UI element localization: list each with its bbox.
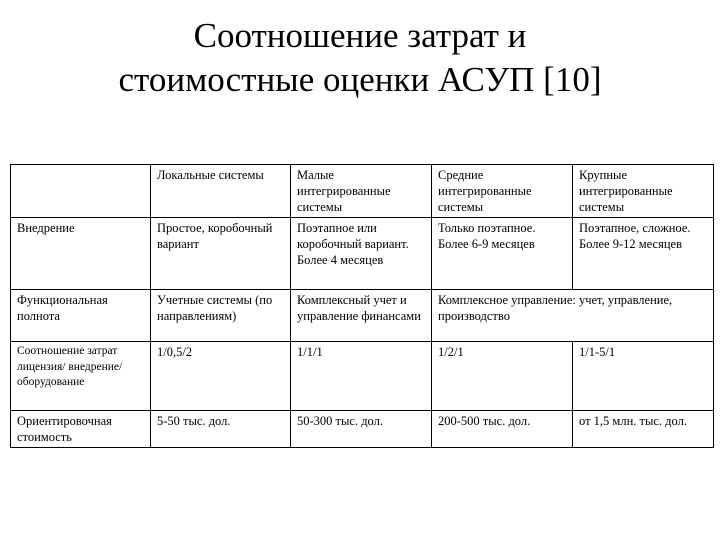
header-cell-medium-integrated: Средние интегрированные системы: [432, 165, 573, 218]
table-cell: Простое, коробочный вариант: [151, 218, 291, 290]
header-cell-small-integrated: Малые интегрированные системы: [291, 165, 432, 218]
cost-comparison-table: [10, 164, 714, 448]
header-cell-local-systems: Локальные системы: [151, 165, 291, 218]
table-cell: 1/2/1: [432, 342, 573, 411]
table-row: [11, 411, 714, 448]
table-cell: 5-50 тыс. дол.: [151, 411, 291, 448]
table-cell: Только поэтапное. Более 6-9 месяцев: [432, 218, 573, 290]
table-cell: Поэтапное или коробочный вариант. Более 4 месяцев: [291, 218, 432, 290]
table-header-row: [11, 165, 714, 218]
table-cell: от 1,5 млн. тыс. дол.: [573, 411, 714, 448]
table-cell: 200-500 тыс. дол.: [432, 411, 573, 448]
table-cell-merged: Комплексное управление: учет, управление, производство: [432, 290, 714, 342]
slide-title: [0, 14, 720, 102]
table-cell: 1/1/1: [291, 342, 432, 411]
table-cell: 1/0,5/2: [151, 342, 291, 411]
slide-title-line-1: Соотношение затрат и: [193, 16, 527, 55]
header-cell-empty: [11, 165, 151, 218]
row-label-functional-completeness: Функциональная полнота: [11, 290, 151, 342]
slide-title-line-2: стоимостные оценки АСУП [10]: [118, 60, 602, 99]
row-label-approximate-cost: Ориентировочная стоимость: [11, 411, 151, 448]
header-cell-large-integrated: Крупные интегрированные системы: [573, 165, 714, 218]
table-row: [11, 290, 714, 342]
table-cell: 50-300 тыс. дол.: [291, 411, 432, 448]
table-cell: 1/1-5/1: [573, 342, 714, 411]
table-row: [11, 218, 714, 290]
row-label-implementation: Внедрение: [11, 218, 151, 290]
table-cell: Комплексный учет и управление финансами: [291, 290, 432, 342]
table-cell: Учетные системы (по направлениям): [151, 290, 291, 342]
row-label-cost-ratio: Соотношение затрат лицензия/ внедрение/ оборудование: [11, 342, 151, 411]
table-row: [11, 342, 714, 411]
table-cell: Поэтапное, сложное. Более 9-12 месяцев: [573, 218, 714, 290]
